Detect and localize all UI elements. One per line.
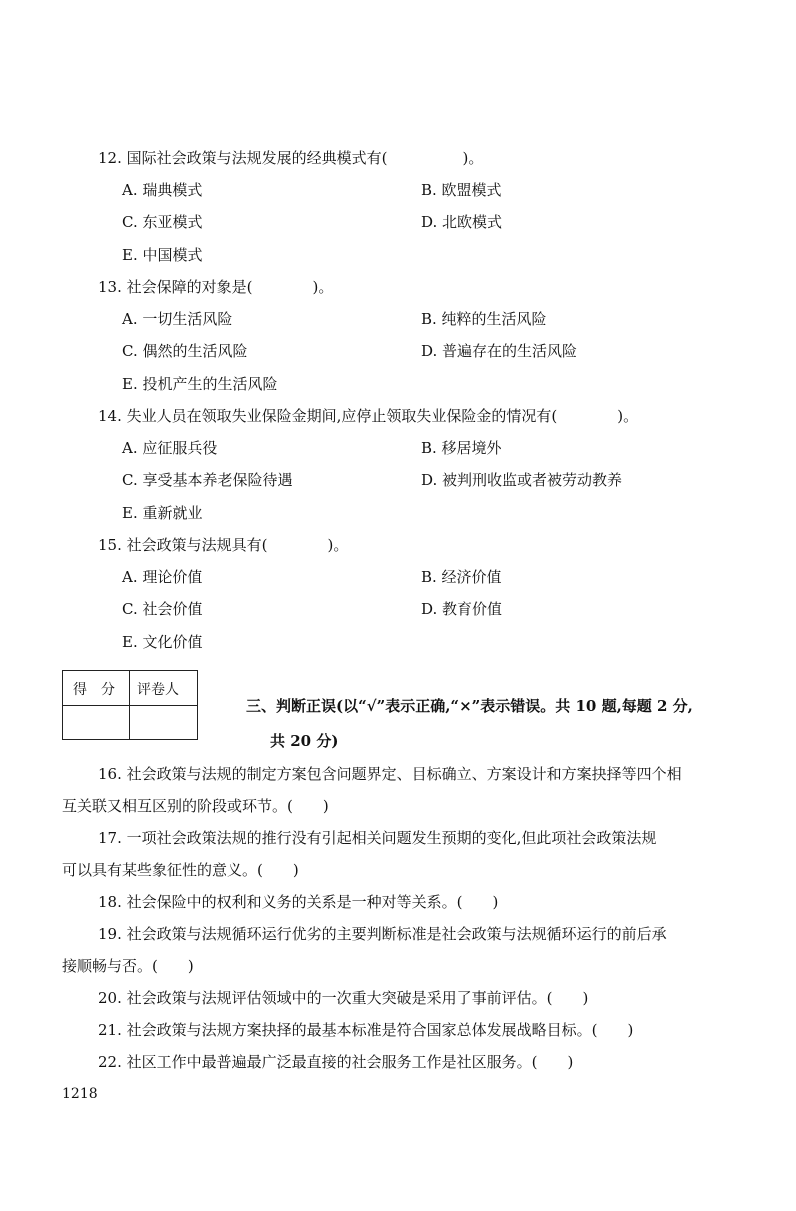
question-13-stem: 13. 社会保障的对象是( )。 bbox=[98, 278, 334, 296]
q15-option-c: C. 社会价值 bbox=[122, 600, 203, 618]
q15-option-b: B. 经济价值 bbox=[421, 568, 502, 586]
judgment-19-line1: 19. 社会政策与法规循环运行优劣的主要判断标准是社会政策与法规循环运行的前后承 bbox=[98, 925, 667, 943]
section-heading: 三、判断正误(以“√”表示正确,“×”表示错误。共 10 题,每题 2 分, bbox=[246, 697, 693, 715]
q12-option-d: D. 北欧模式 bbox=[421, 213, 503, 231]
judgment-22: 22. 社区工作中最普遍最广泛最直接的社会服务工作是社区服务。( ) bbox=[98, 1053, 574, 1071]
q12-option-e: E. 中国模式 bbox=[122, 246, 203, 264]
question-12-stem: 12. 国际社会政策与法规发展的经典模式有( )。 bbox=[98, 149, 484, 167]
score-box bbox=[62, 670, 198, 740]
q13-option-b: B. 纯粹的生活风险 bbox=[421, 310, 547, 328]
question-14-stem: 14. 失业人员在领取失业保险金期间,应停止领取失业保险金的情况有( )。 bbox=[98, 407, 639, 425]
q14-option-d: D. 被判刑收监或者被劳动教养 bbox=[421, 471, 623, 489]
q15-option-d: D. 教育价值 bbox=[421, 600, 503, 618]
score-box-divider bbox=[129, 671, 130, 739]
judgment-16-line1: 16. 社会政策与法规的制定方案包含问题界定、目标确立、方案设计和方案抉择等四个相 bbox=[98, 765, 682, 783]
q15-option-e: E. 文化价值 bbox=[122, 633, 203, 651]
judgment-17-line1: 17. 一项社会政策法规的推行没有引起相关问题发生预期的变化,但此项社会政策法规 bbox=[98, 829, 657, 847]
question-15-stem: 15. 社会政策与法规具有( )。 bbox=[98, 536, 349, 554]
q14-option-a: A. 应征服兵役 bbox=[122, 439, 218, 457]
q14-option-c: C. 享受基本养老保险待遇 bbox=[122, 471, 293, 489]
page-number: 1218 bbox=[62, 1086, 98, 1102]
q13-option-c: C. 偶然的生活风险 bbox=[122, 342, 248, 360]
q14-option-b: B. 移居境外 bbox=[421, 439, 502, 457]
q15-option-a: A. 理论价值 bbox=[122, 568, 203, 586]
q13-option-e: E. 投机产生的生活风险 bbox=[122, 375, 278, 393]
q12-option-b: B. 欧盟模式 bbox=[421, 181, 502, 199]
score-header: 得 分 bbox=[73, 682, 115, 698]
judgment-16-line2: 互关联又相互区别的阶段或环节。( ) bbox=[62, 797, 329, 815]
judgment-18: 18. 社会保险中的权利和义务的关系是一种对等关系。( ) bbox=[98, 893, 499, 911]
q13-option-d: D. 普遍存在的生活风险 bbox=[421, 342, 578, 360]
q12-option-a: A. 瑞典模式 bbox=[122, 181, 203, 199]
q14-option-e: E. 重新就业 bbox=[122, 504, 203, 522]
section-heading-cont: 共 20 分) bbox=[270, 732, 339, 750]
judgment-19-line2: 接顺畅与否。( ) bbox=[62, 957, 194, 975]
grader-header: 评卷人 bbox=[137, 682, 179, 698]
q13-option-a: A. 一切生活风险 bbox=[122, 310, 233, 328]
judgment-21: 21. 社会政策与法规方案抉择的最基本标准是符合国家总体发展战略目标。( ) bbox=[98, 1021, 634, 1039]
judgment-20: 20. 社会政策与法规评估领域中的一次重大突破是采用了事前评估。( ) bbox=[98, 989, 589, 1007]
judgment-17-line2: 可以具有某些象征性的意义。( ) bbox=[62, 861, 299, 879]
q12-option-c: C. 东亚模式 bbox=[122, 213, 203, 231]
